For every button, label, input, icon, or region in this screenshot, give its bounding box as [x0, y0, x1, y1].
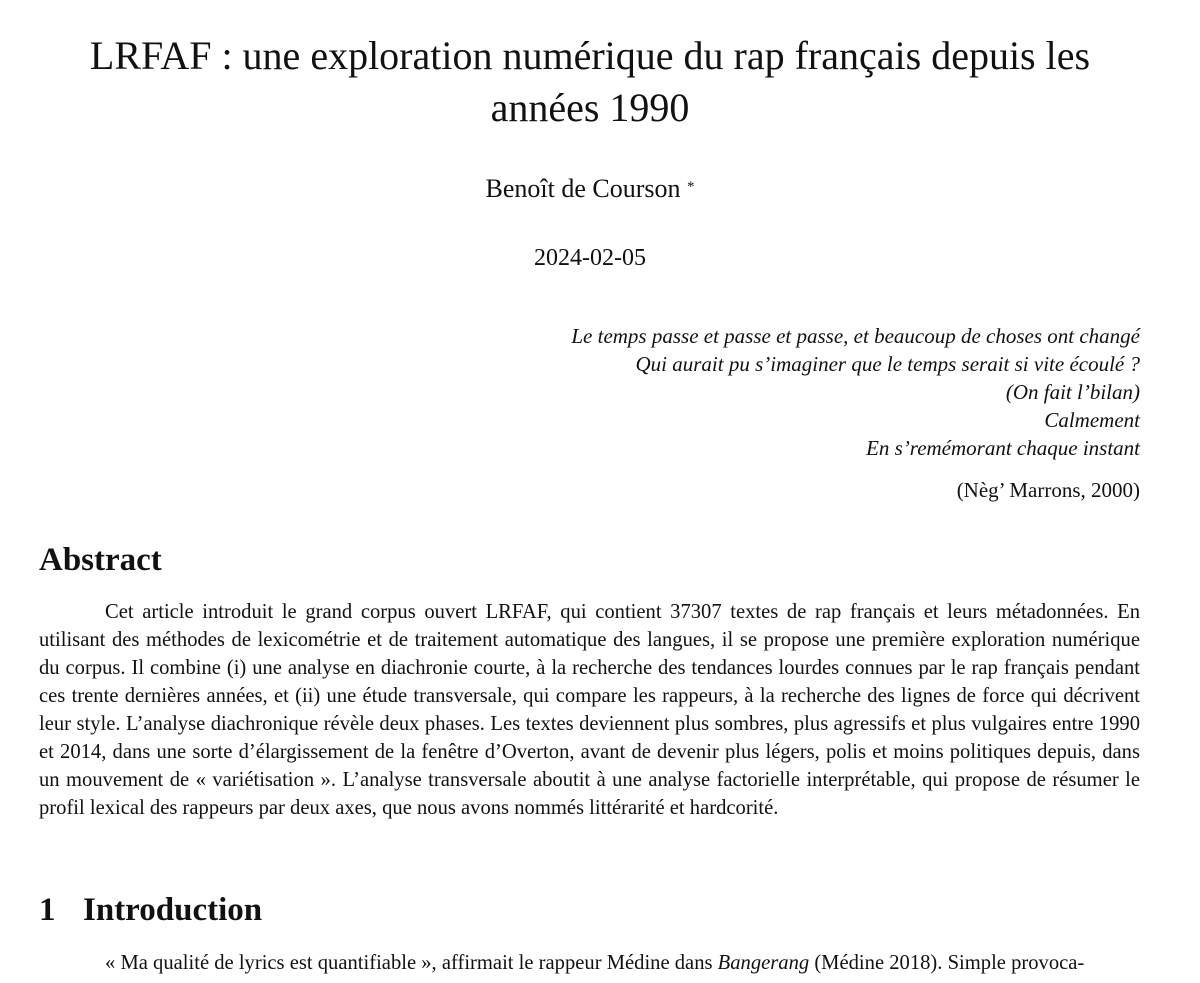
epigraph-line: Calmement — [1044, 408, 1140, 432]
paper-title: LRFAF : une exploration numérique du rap français depuis les années 1990 — [89, 33, 1091, 130]
epigraph-source: (Nèg’ Marrons, 2000) — [956, 478, 1140, 502]
abstract-heading: Abstract — [39, 542, 162, 578]
epigraph-line: Qui aurait pu s’imaginer que le temps serait si vite écoulé ? — [635, 352, 1140, 376]
epigraph-line: Le temps passe et passe et passe, et beaucoup de choses ont changé — [571, 324, 1140, 348]
paper-date: 2024-02-05 — [534, 245, 646, 271]
epigraph-line: En s’remémorant chaque instant — [866, 436, 1140, 460]
intro-text-end: (Médine 2018). Simple provoca- — [809, 952, 1085, 974]
section-number: 1 — [39, 892, 56, 928]
author-footnote-mark[interactable]: * — [687, 179, 695, 195]
epigraph-line: (On fait l’bilan) — [1005, 380, 1140, 404]
introduction-heading — [39, 890, 262, 930]
author-line — [0, 172, 1180, 206]
epigraph — [440, 322, 1140, 462]
introduction-paragraph — [39, 949, 1140, 977]
intro-song-title: Bangerang — [717, 952, 810, 974]
abstract-text: Cet article introduit le grand corpus ouvert LRFAF, qui contient 37307 textes de rap français et leurs métadonnées. En utilisant des méthodes de lexicométrie et de traitement automatique des langues, il se propose une première exploration numérique du corpus. Il combine (i) une analyse en diachronie courte, à la recherche des tendances lourdes connues par le rap français pendant ces trente dernières années, et (ii) une étude transversale, qui compare les rappeurs, à la recherche des lignes de force qui décrivent leur style. L’analyse diachronique révèle deux phases. Les textes deviennent plus sombres, plus agressifs et plus vulgaires entre 1990 et 2014, dans une sorte d’élargissement de la fenêtre d’Overton, avant de devenir plus légers, polis et moins politiques depuis, dans un mouvement de « variétisation ». L’analyse transversale aboutit à une analyse factorielle interprétable, qui propose de résumer le profil lexical des rappeurs par deux axes, que nous avons nommés littérarité et hardcorité. — [39, 601, 1140, 819]
intro-text-start: « Ma qualité de lyrics est quantifiable », affirmait le rappeur Médine dans — [105, 952, 718, 974]
section-title-text: Introduction — [83, 892, 263, 928]
author-name: Benoît de Courson — [485, 174, 681, 203]
